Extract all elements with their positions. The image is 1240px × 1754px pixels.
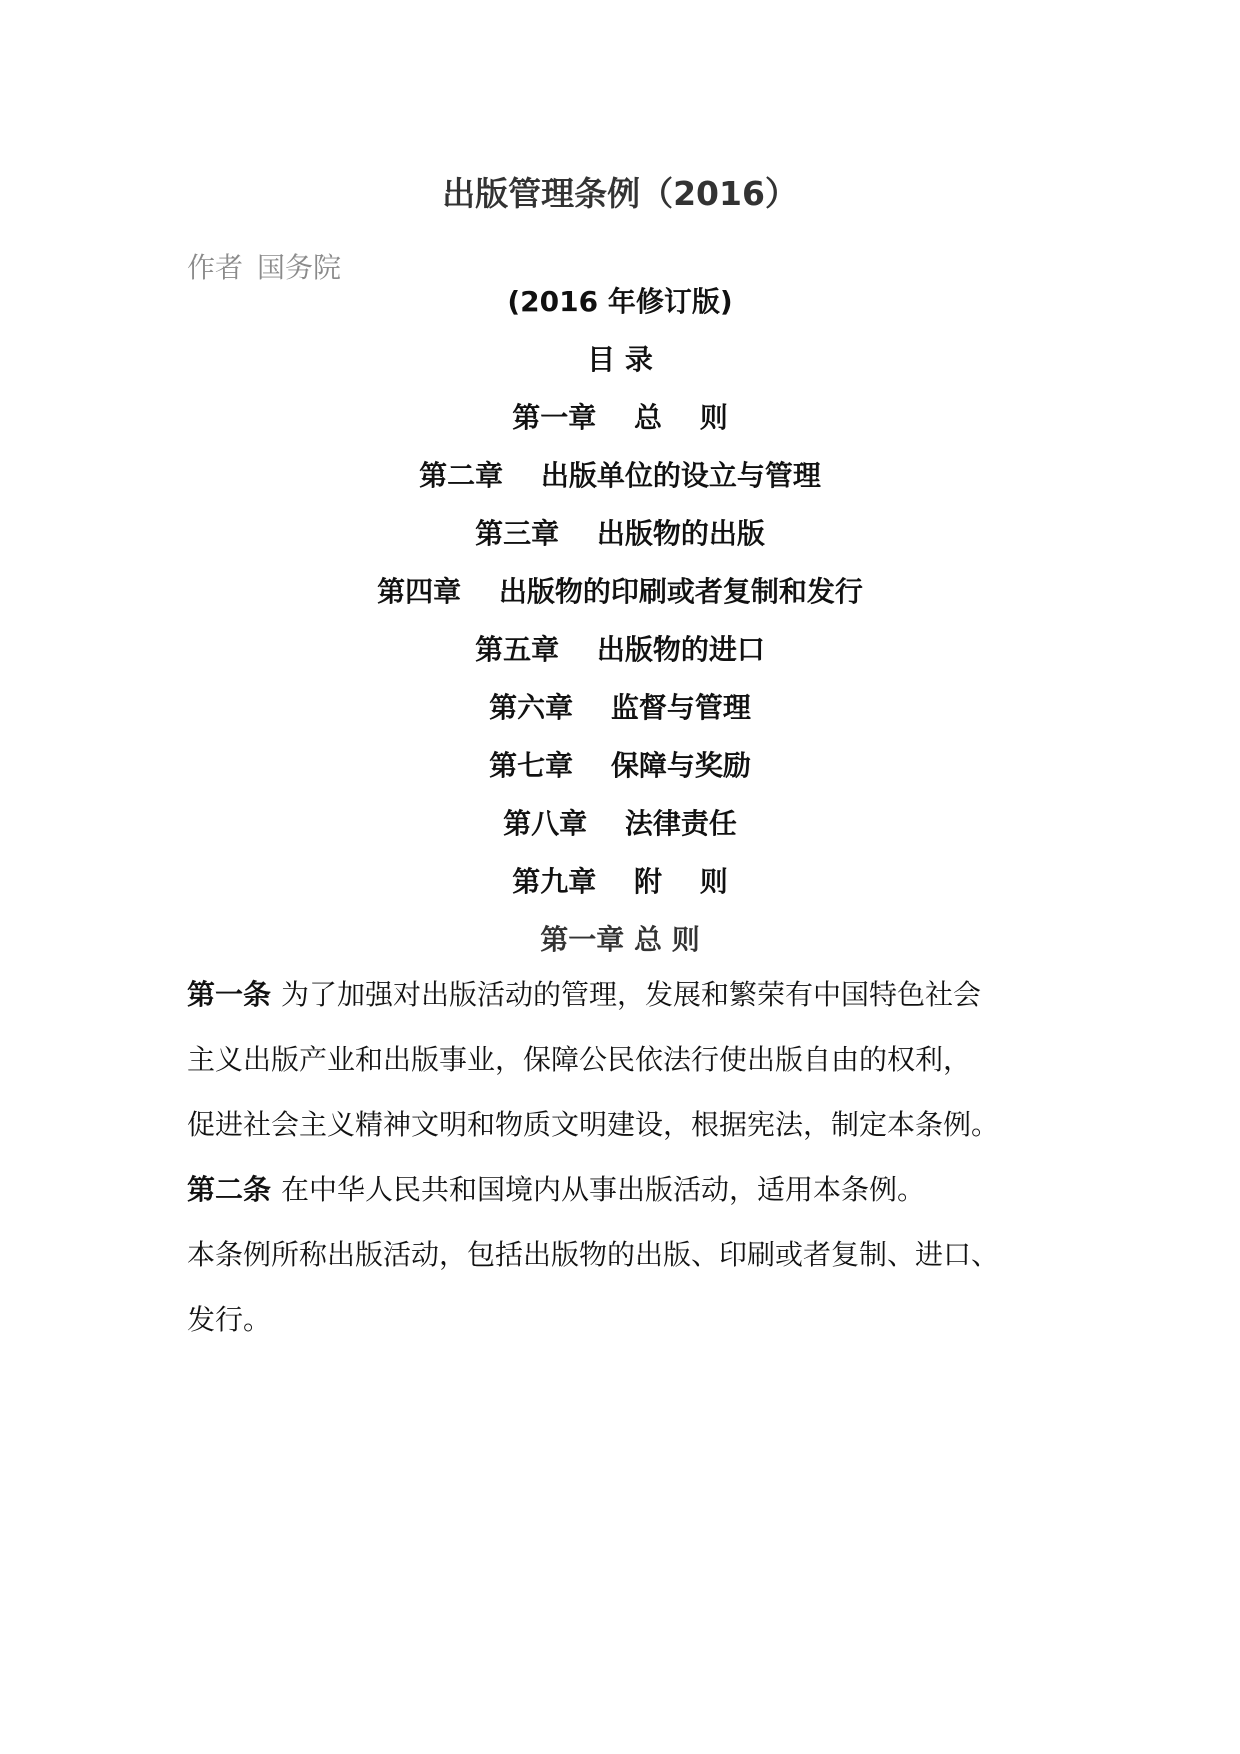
toc-item-chapter-8: 第八章 法律责任 [503,807,737,840]
toc-item-chapter-5: 第五章 出版物的进口 [475,633,765,666]
edition-label: (2016 年修订版) [507,285,733,318]
toc-item-chapter-7: 第七章 保障与奖励 [489,749,751,782]
toc-item-chapter-9: 第九章 附 则 [512,865,728,898]
article-2-text: 在中华人民共和国境内从事出版活动，适用本条例。 [281,1173,926,1206]
toc-item-chapter-3: 第三章 出版物的出版 [475,517,765,550]
document-title: 出版管理条例（2016） [442,174,798,213]
article-1 [187,962,1067,1157]
toc-heading: 目 录 [587,343,653,376]
toc-item-chapter-1: 第一章 总 则 [512,401,728,434]
toc-item-chapter-2: 第二章 出版单位的设立与管理 [419,459,821,492]
article-1-number: 第一条 [187,978,272,1011]
article-2-paragraph [187,1222,1067,1352]
author-name: 国务院 [257,251,342,284]
article-2 [187,1157,1067,1222]
article-2-paragraph-line-1: 本条例所称出版活动，包括出版物的出版、印刷或者复制、进口、 [187,1238,1000,1271]
article-1-text-line-1: 为了加强对出版活动的管理，发展和繁荣有中国特色社会 [281,978,982,1011]
article-2-line-1 [187,1157,1067,1222]
toc-item-chapter-6: 第六章 监督与管理 [489,691,751,724]
article-2-number: 第二条 [187,1173,272,1206]
article-2-paragraph-line-2: 发行。 [187,1303,272,1336]
article-1-text-line-3: 促进社会主义精神文明和物质文明建设，根据宪法，制定本条例。 [187,1108,1000,1141]
author-label: 作者 [187,251,244,284]
chapter-1-heading: 第一章 总 则 [540,923,700,956]
article-1-line-1 [187,962,1067,1027]
toc-item-chapter-4: 第四章 出版物的印刷或者复制和发行 [377,575,863,608]
article-1-text-line-2: 主义出版产业和出版事业，保障公民依法行使出版自由的权利， [187,1043,972,1076]
